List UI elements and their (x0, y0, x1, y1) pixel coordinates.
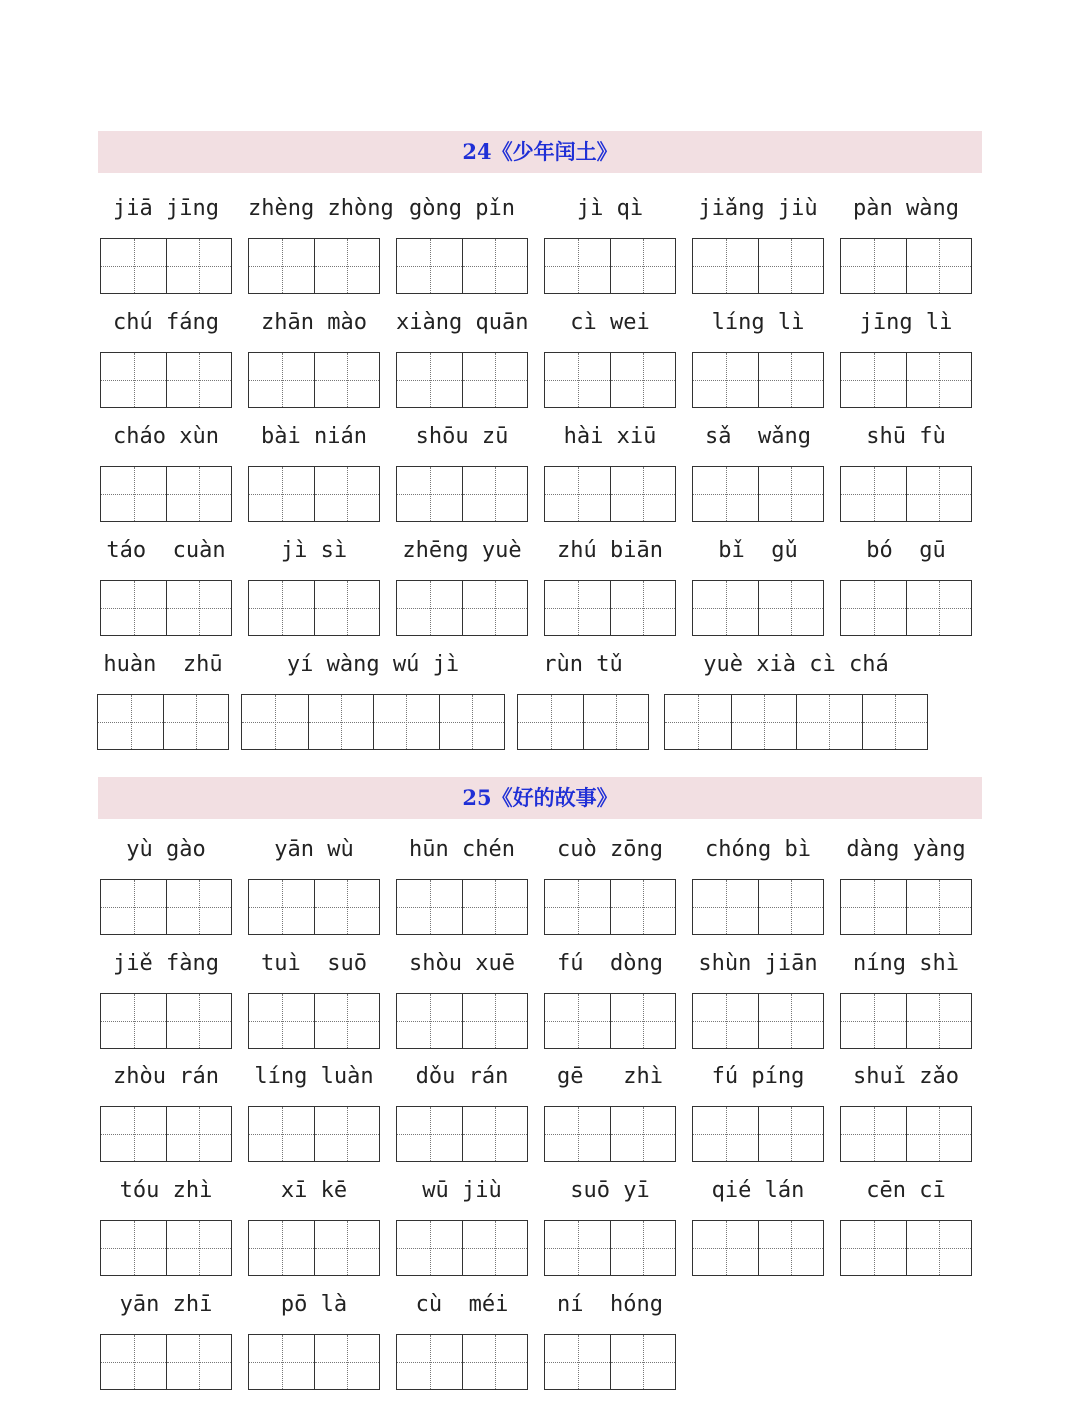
tianzige-cell[interactable] (397, 467, 462, 521)
writing-grid[interactable] (692, 466, 824, 522)
pinyin-label: gē zhì (557, 1064, 663, 1089)
pinyin-label: bǐ gǔ (718, 538, 798, 563)
writing-grid[interactable] (248, 238, 380, 294)
tianzige-cell[interactable] (462, 581, 527, 635)
tianzige-cell[interactable] (693, 994, 758, 1048)
tianzige-cell[interactable] (249, 880, 314, 934)
tianzige-cell[interactable] (462, 239, 527, 293)
pinyin-label: fú dòng (557, 951, 663, 976)
section-title: 24《少年闰土》 (462, 139, 618, 164)
tianzige-cell[interactable] (693, 353, 758, 407)
tianzige-cell[interactable] (397, 994, 462, 1048)
writing-grid[interactable] (248, 466, 380, 522)
tianzige-cell[interactable] (665, 695, 731, 749)
tianzige-cell[interactable] (758, 994, 823, 1048)
pinyin-label: líng lì (711, 310, 805, 335)
writing-grid[interactable] (396, 1220, 528, 1276)
pinyin-label: jiǎng jiù (698, 196, 818, 221)
tianzige-cell[interactable] (166, 239, 231, 293)
tianzige-cell[interactable] (693, 1221, 758, 1275)
tianzige-cell[interactable] (796, 695, 862, 749)
section-banner (98, 131, 982, 173)
tianzige-cell[interactable] (397, 239, 462, 293)
tianzige-cell[interactable] (397, 581, 462, 635)
tianzige-cell[interactable] (583, 695, 648, 749)
pinyin-label: líng luàn (254, 1064, 374, 1089)
tianzige-cell[interactable] (308, 695, 374, 749)
tianzige-cell[interactable] (610, 1107, 675, 1161)
tianzige-cell[interactable] (862, 695, 928, 749)
pinyin-label: cì wei (570, 310, 650, 335)
tianzige-cell[interactable] (166, 467, 231, 521)
writing-grid[interactable] (544, 1106, 676, 1162)
tianzige-cell[interactable] (518, 695, 583, 749)
tianzige-cell[interactable] (693, 581, 758, 635)
tianzige-cell[interactable] (314, 581, 379, 635)
writing-grid[interactable] (396, 1334, 528, 1390)
writing-grid[interactable] (248, 1106, 380, 1162)
tianzige-cell[interactable] (906, 581, 971, 635)
pinyin-label: shōu zū (415, 424, 509, 449)
writing-grid[interactable] (692, 1220, 824, 1276)
tianzige-cell[interactable] (758, 581, 823, 635)
tianzige-cell[interactable] (841, 1107, 906, 1161)
tianzige-cell[interactable] (610, 1221, 675, 1275)
pinyin-label: jiā jīng (113, 196, 219, 221)
pinyin-label: yí wàng wú jì (286, 652, 460, 677)
tianzige-cell[interactable] (397, 1335, 462, 1389)
tianzige-cell[interactable] (249, 1107, 314, 1161)
writing-grid[interactable] (248, 352, 380, 408)
tianzige-cell[interactable] (906, 467, 971, 521)
tianzige-cell[interactable] (249, 1335, 314, 1389)
pinyin-label: chú fáng (113, 310, 219, 335)
tianzige-cell[interactable] (314, 1335, 379, 1389)
pinyin-label: zhān mào (261, 310, 367, 335)
tianzige-cell[interactable] (439, 695, 505, 749)
pinyin-label: hài xiū (563, 424, 657, 449)
tianzige-cell[interactable] (314, 353, 379, 407)
tianzige-cell[interactable] (545, 239, 610, 293)
pinyin-label: ní hóng (557, 1292, 663, 1317)
writing-grid[interactable] (692, 1106, 824, 1162)
writing-grid[interactable] (544, 580, 676, 636)
pinyin-label: bài nián (261, 424, 367, 449)
tianzige-cell[interactable] (242, 695, 308, 749)
pinyin-label: huàn zhū (103, 652, 223, 677)
pinyin-label: zhú biān (557, 538, 663, 563)
tianzige-cell[interactable] (906, 239, 971, 293)
writing-grid[interactable] (840, 879, 972, 935)
tianzige-cell[interactable] (610, 994, 675, 1048)
pinyin-label: jì qì (576, 196, 644, 221)
tianzige-cell[interactable] (545, 1335, 610, 1389)
pinyin-label: níng shì (853, 951, 959, 976)
tianzige-cell[interactable] (841, 353, 906, 407)
writing-grid[interactable] (396, 238, 528, 294)
writing-grid[interactable] (840, 352, 972, 408)
pinyin-label: tuì suō (261, 951, 367, 976)
writing-grid[interactable] (840, 466, 972, 522)
pinyin-label: shòu xuē (409, 951, 515, 976)
pinyin-label: pō là (280, 1292, 348, 1317)
tianzige-cell[interactable] (166, 1107, 231, 1161)
pinyin-label: jīng lì (859, 310, 953, 335)
tianzige-cell[interactable] (610, 880, 675, 934)
pinyin-label: dàng yàng (846, 837, 966, 862)
writing-grid[interactable] (544, 993, 676, 1049)
tianzige-cell[interactable] (163, 695, 228, 749)
pinyin-label: yān zhī (119, 1292, 213, 1317)
tianzige-cell[interactable] (545, 1221, 610, 1275)
writing-grid[interactable] (517, 694, 649, 750)
tianzige-cell[interactable] (610, 467, 675, 521)
section-banner (98, 777, 982, 819)
writing-grid[interactable] (241, 694, 505, 750)
writing-grid[interactable] (248, 879, 380, 935)
tianzige-cell[interactable] (166, 581, 231, 635)
tianzige-cell[interactable] (166, 994, 231, 1048)
tianzige-cell[interactable] (249, 994, 314, 1048)
writing-grid[interactable] (840, 993, 972, 1049)
tianzige-cell[interactable] (906, 994, 971, 1048)
writing-grid[interactable] (692, 993, 824, 1049)
tianzige-cell[interactable] (758, 353, 823, 407)
pinyin-label: jì sì (280, 538, 348, 563)
writing-grid[interactable] (544, 352, 676, 408)
tianzige-cell[interactable] (758, 239, 823, 293)
tianzige-cell[interactable] (101, 239, 166, 293)
pinyin-label: cuò zōng (557, 837, 663, 862)
tianzige-cell[interactable] (758, 1107, 823, 1161)
writing-grid[interactable] (692, 352, 824, 408)
tianzige-cell[interactable] (101, 994, 166, 1048)
writing-grid[interactable] (100, 238, 232, 294)
tianzige-cell[interactable] (462, 880, 527, 934)
writing-grid[interactable] (396, 352, 528, 408)
writing-grid[interactable] (544, 1220, 676, 1276)
pinyin-label: zhèng zhòng (248, 196, 394, 221)
pinyin-label: wū jiù (422, 1178, 502, 1203)
pinyin-label: chóng bì (705, 837, 811, 862)
tianzige-cell[interactable] (610, 239, 675, 293)
writing-grid[interactable] (248, 580, 380, 636)
pinyin-label: sǎ wǎng (705, 424, 811, 449)
tianzige-cell[interactable] (841, 239, 906, 293)
tianzige-cell[interactable] (166, 1221, 231, 1275)
tianzige-cell[interactable] (101, 1221, 166, 1275)
tianzige-cell[interactable] (397, 1107, 462, 1161)
pinyin-label: shùn jiān (698, 951, 818, 976)
tianzige-cell[interactable] (610, 353, 675, 407)
writing-grid[interactable] (100, 1106, 232, 1162)
tianzige-cell[interactable] (373, 695, 439, 749)
tianzige-cell[interactable] (693, 1107, 758, 1161)
section-title: 25《好的故事》 (462, 785, 618, 810)
pinyin-label: táo cuàn (106, 538, 226, 563)
tianzige-cell[interactable] (314, 880, 379, 934)
tianzige-cell[interactable] (101, 1107, 166, 1161)
pinyin-label: cháo xùn (113, 424, 219, 449)
writing-grid[interactable] (396, 1106, 528, 1162)
tianzige-cell[interactable] (841, 880, 906, 934)
tianzige-cell[interactable] (906, 880, 971, 934)
tianzige-cell[interactable] (462, 1107, 527, 1161)
tianzige-cell[interactable] (314, 994, 379, 1048)
tianzige-cell[interactable] (841, 994, 906, 1048)
tianzige-cell[interactable] (841, 467, 906, 521)
writing-grid[interactable] (100, 1334, 232, 1390)
writing-grid[interactable] (544, 466, 676, 522)
pinyin-label: xī kē (280, 1178, 348, 1203)
tianzige-cell[interactable] (462, 1335, 527, 1389)
tianzige-cell[interactable] (545, 353, 610, 407)
writing-grid[interactable] (100, 879, 232, 935)
pinyin-label: dǒu rán (415, 1064, 509, 1089)
writing-grid[interactable] (692, 238, 824, 294)
tianzige-cell[interactable] (101, 353, 166, 407)
writing-grid[interactable] (544, 879, 676, 935)
tianzige-cell[interactable] (249, 239, 314, 293)
tianzige-cell[interactable] (906, 1107, 971, 1161)
tianzige-cell[interactable] (693, 239, 758, 293)
tianzige-cell[interactable] (841, 581, 906, 635)
writing-grid[interactable] (248, 993, 380, 1049)
tianzige-cell[interactable] (462, 994, 527, 1048)
tianzige-cell[interactable] (462, 1221, 527, 1275)
tianzige-cell[interactable] (545, 581, 610, 635)
tianzige-cell[interactable] (545, 1107, 610, 1161)
tianzige-cell[interactable] (906, 1221, 971, 1275)
writing-grid[interactable] (97, 694, 229, 750)
writing-grid[interactable] (692, 580, 824, 636)
tianzige-cell[interactable] (166, 353, 231, 407)
tianzige-cell[interactable] (731, 695, 797, 749)
writing-grid[interactable] (840, 580, 972, 636)
pinyin-label: shuǐ zǎo (853, 1064, 959, 1089)
tianzige-cell[interactable] (758, 1221, 823, 1275)
pinyin-label: zhēng yuè (402, 538, 522, 563)
writing-grid[interactable] (396, 993, 528, 1049)
pinyin-label: cēn cī (866, 1178, 946, 1203)
writing-grid[interactable] (396, 879, 528, 935)
writing-grid[interactable] (100, 580, 232, 636)
writing-grid[interactable] (396, 580, 528, 636)
writing-grid[interactable] (544, 238, 676, 294)
writing-grid[interactable] (664, 694, 928, 750)
writing-grid[interactable] (544, 1334, 676, 1390)
pinyin-label: hūn chén (409, 837, 515, 862)
tianzige-cell[interactable] (610, 1335, 675, 1389)
tianzige-cell[interactable] (101, 1335, 166, 1389)
writing-grid[interactable] (396, 466, 528, 522)
tianzige-cell[interactable] (314, 1107, 379, 1161)
tianzige-cell[interactable] (545, 994, 610, 1048)
tianzige-cell[interactable] (397, 880, 462, 934)
tianzige-cell[interactable] (249, 581, 314, 635)
writing-grid[interactable] (100, 352, 232, 408)
pinyin-label: fú píng (711, 1064, 805, 1089)
tianzige-cell[interactable] (314, 467, 379, 521)
pinyin-label: qié lán (711, 1178, 805, 1203)
pinyin-label: suō yī (570, 1178, 650, 1203)
tianzige-cell[interactable] (249, 353, 314, 407)
tianzige-cell[interactable] (841, 1221, 906, 1275)
writing-grid[interactable] (692, 879, 824, 935)
tianzige-cell[interactable] (314, 239, 379, 293)
tianzige-cell[interactable] (462, 467, 527, 521)
writing-grid[interactable] (840, 238, 972, 294)
writing-grid[interactable] (248, 1220, 380, 1276)
tianzige-cell[interactable] (610, 581, 675, 635)
pinyin-label: rùn tǔ (543, 652, 623, 677)
writing-grid[interactable] (840, 1220, 972, 1276)
pinyin-label: yuè xià cì chá (703, 652, 889, 677)
pinyin-label: zhòu rán (113, 1064, 219, 1089)
pinyin-label: pàn wàng (853, 196, 959, 221)
pinyin-label: bó gū (866, 538, 946, 563)
tianzige-cell[interactable] (166, 1335, 231, 1389)
tianzige-cell[interactable] (693, 467, 758, 521)
writing-grid[interactable] (100, 1220, 232, 1276)
tianzige-cell[interactable] (906, 353, 971, 407)
pinyin-label: gòng pǐn (409, 196, 515, 221)
tianzige-cell[interactable] (397, 1221, 462, 1275)
tianzige-cell[interactable] (545, 880, 610, 934)
tianzige-cell[interactable] (758, 880, 823, 934)
writing-grid[interactable] (840, 1106, 972, 1162)
tianzige-cell[interactable] (462, 353, 527, 407)
tianzige-cell[interactable] (314, 1221, 379, 1275)
tianzige-cell[interactable] (101, 467, 166, 521)
writing-grid[interactable] (100, 466, 232, 522)
pinyin-label: yān wù (274, 837, 354, 862)
tianzige-cell[interactable] (101, 581, 166, 635)
pinyin-label: tóu zhì (119, 1178, 213, 1203)
tianzige-cell[interactable] (166, 880, 231, 934)
pinyin-label: yù gào (126, 837, 206, 862)
pinyin-label: xiàng quān (396, 310, 529, 335)
tianzige-cell[interactable] (249, 1221, 314, 1275)
tianzige-cell[interactable] (397, 353, 462, 407)
tianzige-cell[interactable] (101, 880, 166, 934)
tianzige-cell[interactable] (693, 880, 758, 934)
writing-grid[interactable] (100, 993, 232, 1049)
tianzige-cell[interactable] (545, 467, 610, 521)
pinyin-label: cù méi (415, 1292, 509, 1317)
pinyin-label: jiě fàng (113, 951, 219, 976)
pinyin-label: shū fù (866, 424, 946, 449)
tianzige-cell[interactable] (758, 467, 823, 521)
writing-grid[interactable] (248, 1334, 380, 1390)
tianzige-cell[interactable] (98, 695, 163, 749)
tianzige-cell[interactable] (249, 467, 314, 521)
